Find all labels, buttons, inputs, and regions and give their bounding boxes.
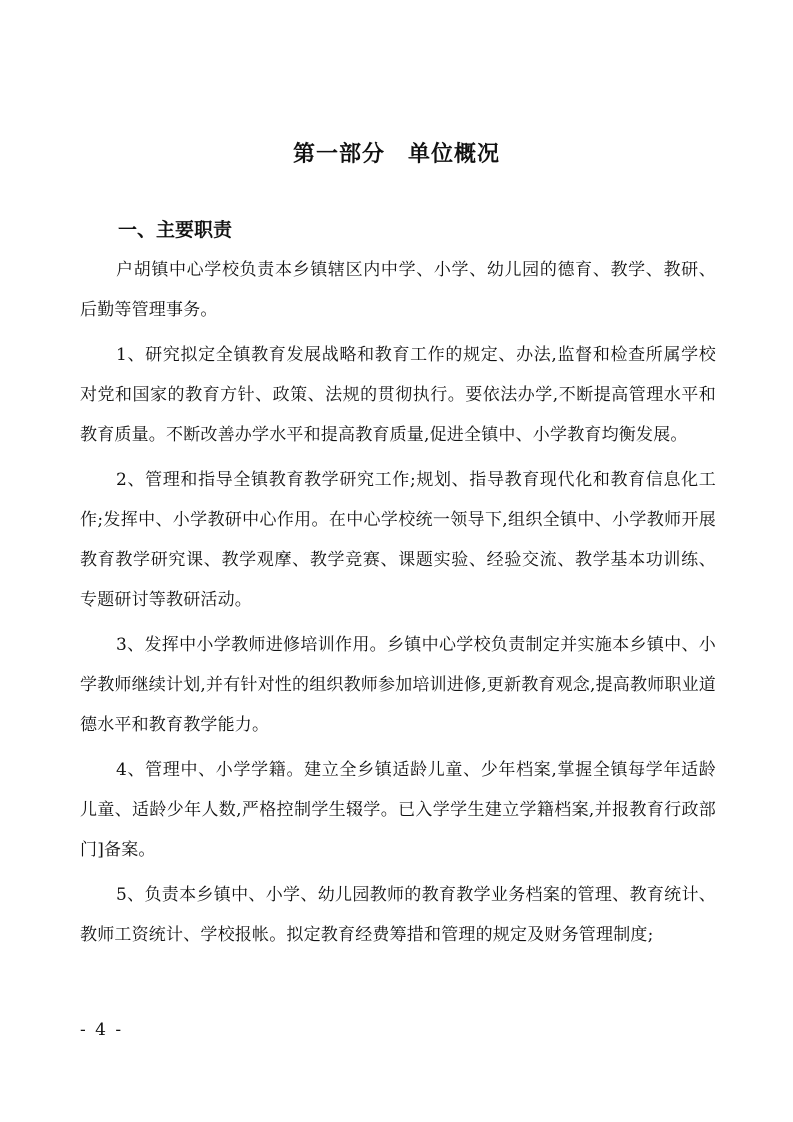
page-number: - 4 -: [80, 1020, 124, 1040]
paragraph-duty-1: 1、研究拟定全镇教育发展战略和教育工作的规定、办法,监督和检查所属学校对党和国家的教育方针、政策、法规的贯彻执行。要依法办学,不断提高管理水平和教育质量。不断改善办学水平和提高教育质量,促进全镇中、小学教育均衡发展。: [80, 345, 716, 445]
paragraph-duty-5: 5、负责本乡镇中、小学、幼儿园教师的教育教学业务档案的管理、教育统计、教师工资统计、学校报帐。拟定教育经费筹措和管理的规定及财务管理制度;: [80, 885, 716, 945]
page-title: 第一部分 单位概况: [292, 142, 500, 167]
section-heading: 一、主要职责: [118, 219, 233, 241]
paragraph-duty-3: 3、发挥中小学教师进修培训作用。乡镇中心学校负责制定并实施本乡镇中、小学教师继续计划,并有针对性的组织教师参加培训进修,更新教育观念,提高教师职业道德水平和教育教学能力。: [80, 635, 717, 735]
paragraph-duty-2: 2、管理和指导全镇教育教学研究工作;规划、指导教育现代化和教育信息化工作;发挥中、小学教研中心作用。在中心学校统一领导下,组织全镇中、小学教师开展教育教学研究课、教学观摩、教学竞赛、课题实验、经验交流、教学基本功训练、专题研讨等教研活动。: [80, 470, 716, 610]
paragraph-duty-4: 4、管理中、小学学籍。建立全乡镇适龄儿童、少年档案,掌握全镇每学年适龄儿童、适龄少年人数,严格控制学生辍学。已入学学生建立学籍档案,并报教育行政部门]备案。: [80, 760, 716, 860]
paragraph-intro: 户胡镇中心学校负责本乡镇辖区内中学、小学、幼儿园的德育、教学、教研、后勤等管理事务。: [80, 260, 716, 320]
document-body: [80, 250, 716, 960]
